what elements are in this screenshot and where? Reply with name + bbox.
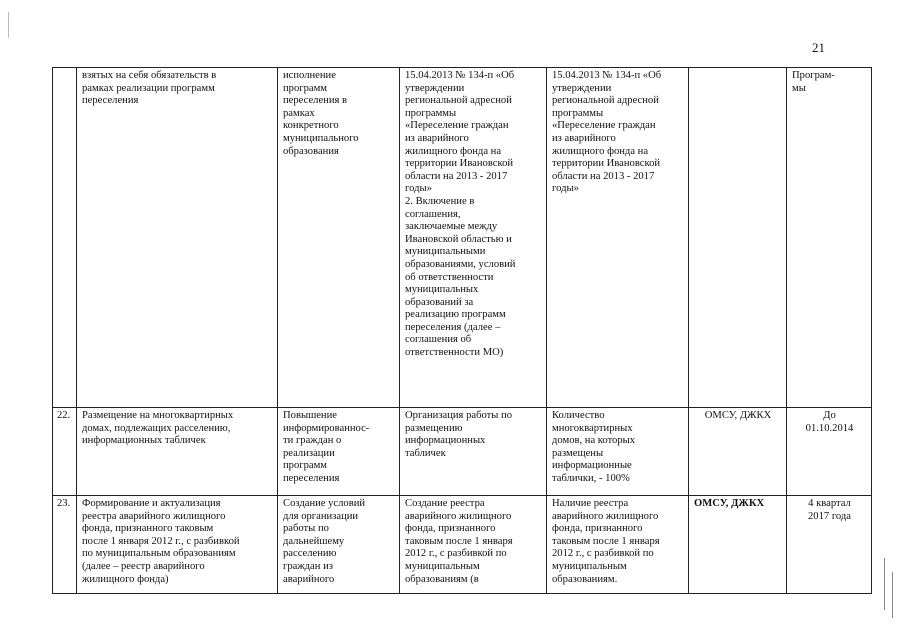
indicator-cell <box>547 68 689 408</box>
indicator-cell <box>547 496 689 594</box>
indicator-text: Количество многоквартирных домов, на которых размещены информационные таблички, - 100% <box>552 410 636 484</box>
goal-text: исполнение программ переселения в рамках конкретного муниципального образования <box>283 70 359 157</box>
page-number: 21 <box>812 40 825 55</box>
deadline-text: До 01.10.2014 <box>805 410 854 434</box>
responsible-cell <box>689 68 787 408</box>
mechanism-cell <box>400 408 547 496</box>
mechanism-cell <box>400 68 547 408</box>
responsible-cell <box>689 408 787 496</box>
indicator-text: 15.04.2013 № 134-п «Об утверждении региональной адресной программы «Переселение граждан из аварийного жилищного фонда на территории Ивановской области на 2013 - 2017 годы» <box>552 70 662 195</box>
action-text: взятых на себя обязательств в рамках реализации программ переселения <box>82 70 217 107</box>
scan-artifact <box>8 12 9 38</box>
table-row <box>53 496 872 594</box>
deadline-cell <box>787 68 872 408</box>
responsible-cell <box>689 496 787 594</box>
mechanism-cell <box>400 496 547 594</box>
row-number-cell: 23. <box>53 496 77 594</box>
goal-text: Создание условий для организации работы по дальнейшему расселению граждан из аварийного <box>283 498 366 585</box>
responsible-text: ОМСУ, ДЖКХ <box>704 410 772 421</box>
indicator-cell <box>547 408 689 496</box>
action-text: Формирование и актуализация реестра аварийного жилищного фонда, признанного таковым после 1 января 2012 г., с разбивкой по муниципальным образованиям (далее – реестр аварийного жилищного фонда) <box>82 498 240 585</box>
row-number-cell <box>53 68 77 408</box>
measures-table <box>52 67 872 594</box>
goal-cell <box>278 496 400 594</box>
table-row <box>53 68 872 408</box>
indicator-text: Наличие реестра аварийного жилищного фонда, признанного таковым после 1 января 2012 г., с разбивкой по муниципальным образованиям. <box>552 498 660 585</box>
deadline-cell <box>787 408 872 496</box>
deadline-text: 4 квартал 2017 года <box>807 498 851 522</box>
action-cell <box>77 408 278 496</box>
action-cell <box>77 496 278 594</box>
scan-artifact <box>892 572 893 618</box>
deadline-cell <box>787 496 872 594</box>
goal-cell <box>278 408 400 496</box>
table-row <box>53 408 872 496</box>
scan-artifact <box>884 558 885 610</box>
mechanism-text: Организация работы по размещению информационных табличек <box>405 410 512 459</box>
row-number-cell: 22. <box>53 408 77 496</box>
goal-text: Повышение информированнос- ти граждан о реализации программ переселения <box>283 410 370 484</box>
goal-cell <box>278 68 400 408</box>
action-cell <box>77 68 278 408</box>
mechanism-text: Создание реестра аварийного жилищного фонда, признанного таковым после 1 января 2012 г., с разбивкой по муниципальным образованиям (в <box>405 498 513 585</box>
action-text: Размещение на многоквартирных домах, подлежащих расселению, информационных табличек <box>82 410 234 447</box>
mechanism-text: 15.04.2013 № 134-п «Об утверждении региональной адресной программы «Переселение граждан из аварийного жилищного фонда на территории Ивановской области на 2013 - 2017 годы» 2. Включение в соглашения, заключаемые между Ивановской областью и муниципальными образованиями, условий об ответственности муниципальных образований за реализацию программ переселения (далее – соглашения об ответственности МО) <box>405 70 516 359</box>
deadline-text: Програм- мы <box>792 70 835 94</box>
responsible-text: ОМСУ, ДЖКХ <box>694 498 765 509</box>
